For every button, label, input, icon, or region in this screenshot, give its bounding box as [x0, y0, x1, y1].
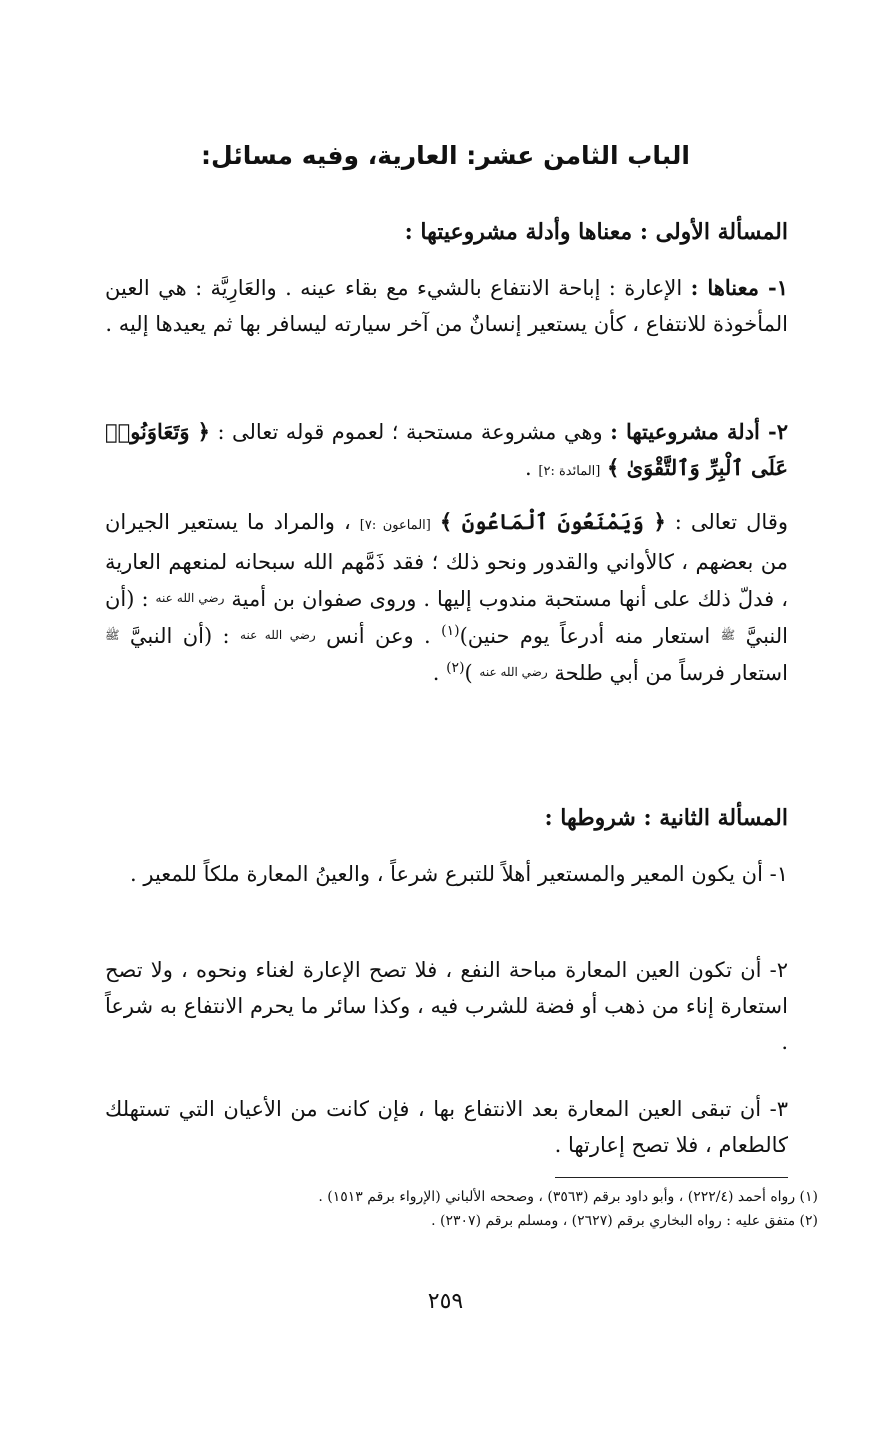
condition-item-1: ١- أن يكون المعير والمستعير أهلاً للتبرع شرعاً ، والعينُ المعارة ملكاً للمعير . [130, 862, 788, 886]
page-number: ٢٥٩ [427, 1289, 464, 1314]
paragraph-text: الإعارة : إباحة الانتفاع بالشيء مع بقاء عينه . والعَارِيَّة : هي العين المأخوذة للانتفاع ، كأن يستعير إنسانٌ من آخر سيارته ليسافر بها ثم يعيدها إليه . [105, 276, 788, 336]
verse-reference: [المائدة :٢] [538, 464, 601, 479]
honorific-glyph: ﷺ [105, 628, 120, 642]
verse-reference: [الماعون :٧] [359, 518, 431, 533]
footnote-marker[interactable]: (١) [441, 623, 460, 639]
paragraph-text: . وعن أنس [315, 624, 442, 648]
condition-item-2: ٢- أن تكون العين المعارة مباحة النفع ، فلا تصح الإعارة لغناء ونحوه ، ولا تصح استعارة إناء من ذهب أو فضة للشرب فيه ، وكذا سائر ما يحرم الانتفاع به شرعاً . [105, 958, 788, 1054]
footnote-marker[interactable]: (٢) [446, 660, 465, 676]
section-1-paragraph-meaning [105, 270, 788, 342]
paragraph-text: ، والمراد ما يستعير الجيران من بعضهم ، كالأواني والقدور ونحو ذلك ؛ فقد ذَمَّهم الله سبحانه لمنعهم العارية ، فدلّ ذلك على أنها مستحبة مندوب إليها . وروى صفوان بن أمية [105, 510, 788, 611]
footnote-divider [555, 1177, 788, 1178]
condition-item-3: ٣- أن تبقى العين المعارة بعد الانتفاع بها ، فإن كانت من الأعيان التي تستهلك كالطعام ، فلا تصح إعارتها . [105, 1097, 788, 1157]
quran-verse: ﴿ وَيَمْنَعُونَ ٱلْمَاعُونَ ﴾ [439, 509, 666, 534]
paragraph-text: وقال تعالى : [665, 510, 789, 534]
paragraph-text: استعار منه أدرعاً يوم حنين) [459, 624, 721, 648]
paragraph-text: : (أن النبيَّ [105, 587, 788, 648]
honorific-glyph: رضي الله عنه [479, 665, 548, 679]
paragraph-text: : (أن النبيَّ [119, 624, 241, 648]
section-2-heading: المسألة الثانية : شروطها : [544, 805, 788, 831]
paragraph-label: ١- معناها : [690, 275, 788, 300]
section-1-paragraph-hadith [105, 504, 788, 691]
section-1-heading: المسألة الأولى : معناها وأدلة مشروعيتها : [404, 219, 788, 245]
honorific-glyph: رضي الله عنه [240, 628, 316, 642]
paragraph-text: استعار فرساً من أبي طلحة [547, 661, 788, 685]
quran-verse: ﴿ وَتَعَاوَنُوا۟ عَلَى ٱلْبِرِّ وَٱلتَّقْوَىٰ ﴾ [105, 419, 788, 480]
chapter-title: الباب الثامن عشر: العارية، وفيه مسائل: [201, 141, 690, 170]
footnote-2: (٢) متفق عليه : رواه البخاري برقم (٢٦٢٧) ، ومسلم برقم (٢٣٠٧) . [431, 1213, 818, 1229]
punctuation: . [525, 456, 539, 480]
paragraph-label: ٢- أدلة مشروعيتها : [610, 419, 789, 444]
honorific-glyph: رضي الله عنه [155, 591, 225, 605]
honorific-glyph: ﷺ [720, 628, 736, 642]
footnote-1: (١) رواه أحمد (٢٢٢/٤) ، وأبو داود برقم (٣٥٦٣) ، وصححه الألباني (الإرواء برقم ١٥١٣) . [318, 1189, 818, 1205]
paragraph-text: ) [464, 661, 480, 685]
punctuation: . [432, 661, 447, 685]
section-1-paragraph-evidence [105, 414, 788, 490]
paragraph-text: وهي مشروعة مستحبة ؛ لعموم قوله تعالى : [217, 420, 611, 444]
